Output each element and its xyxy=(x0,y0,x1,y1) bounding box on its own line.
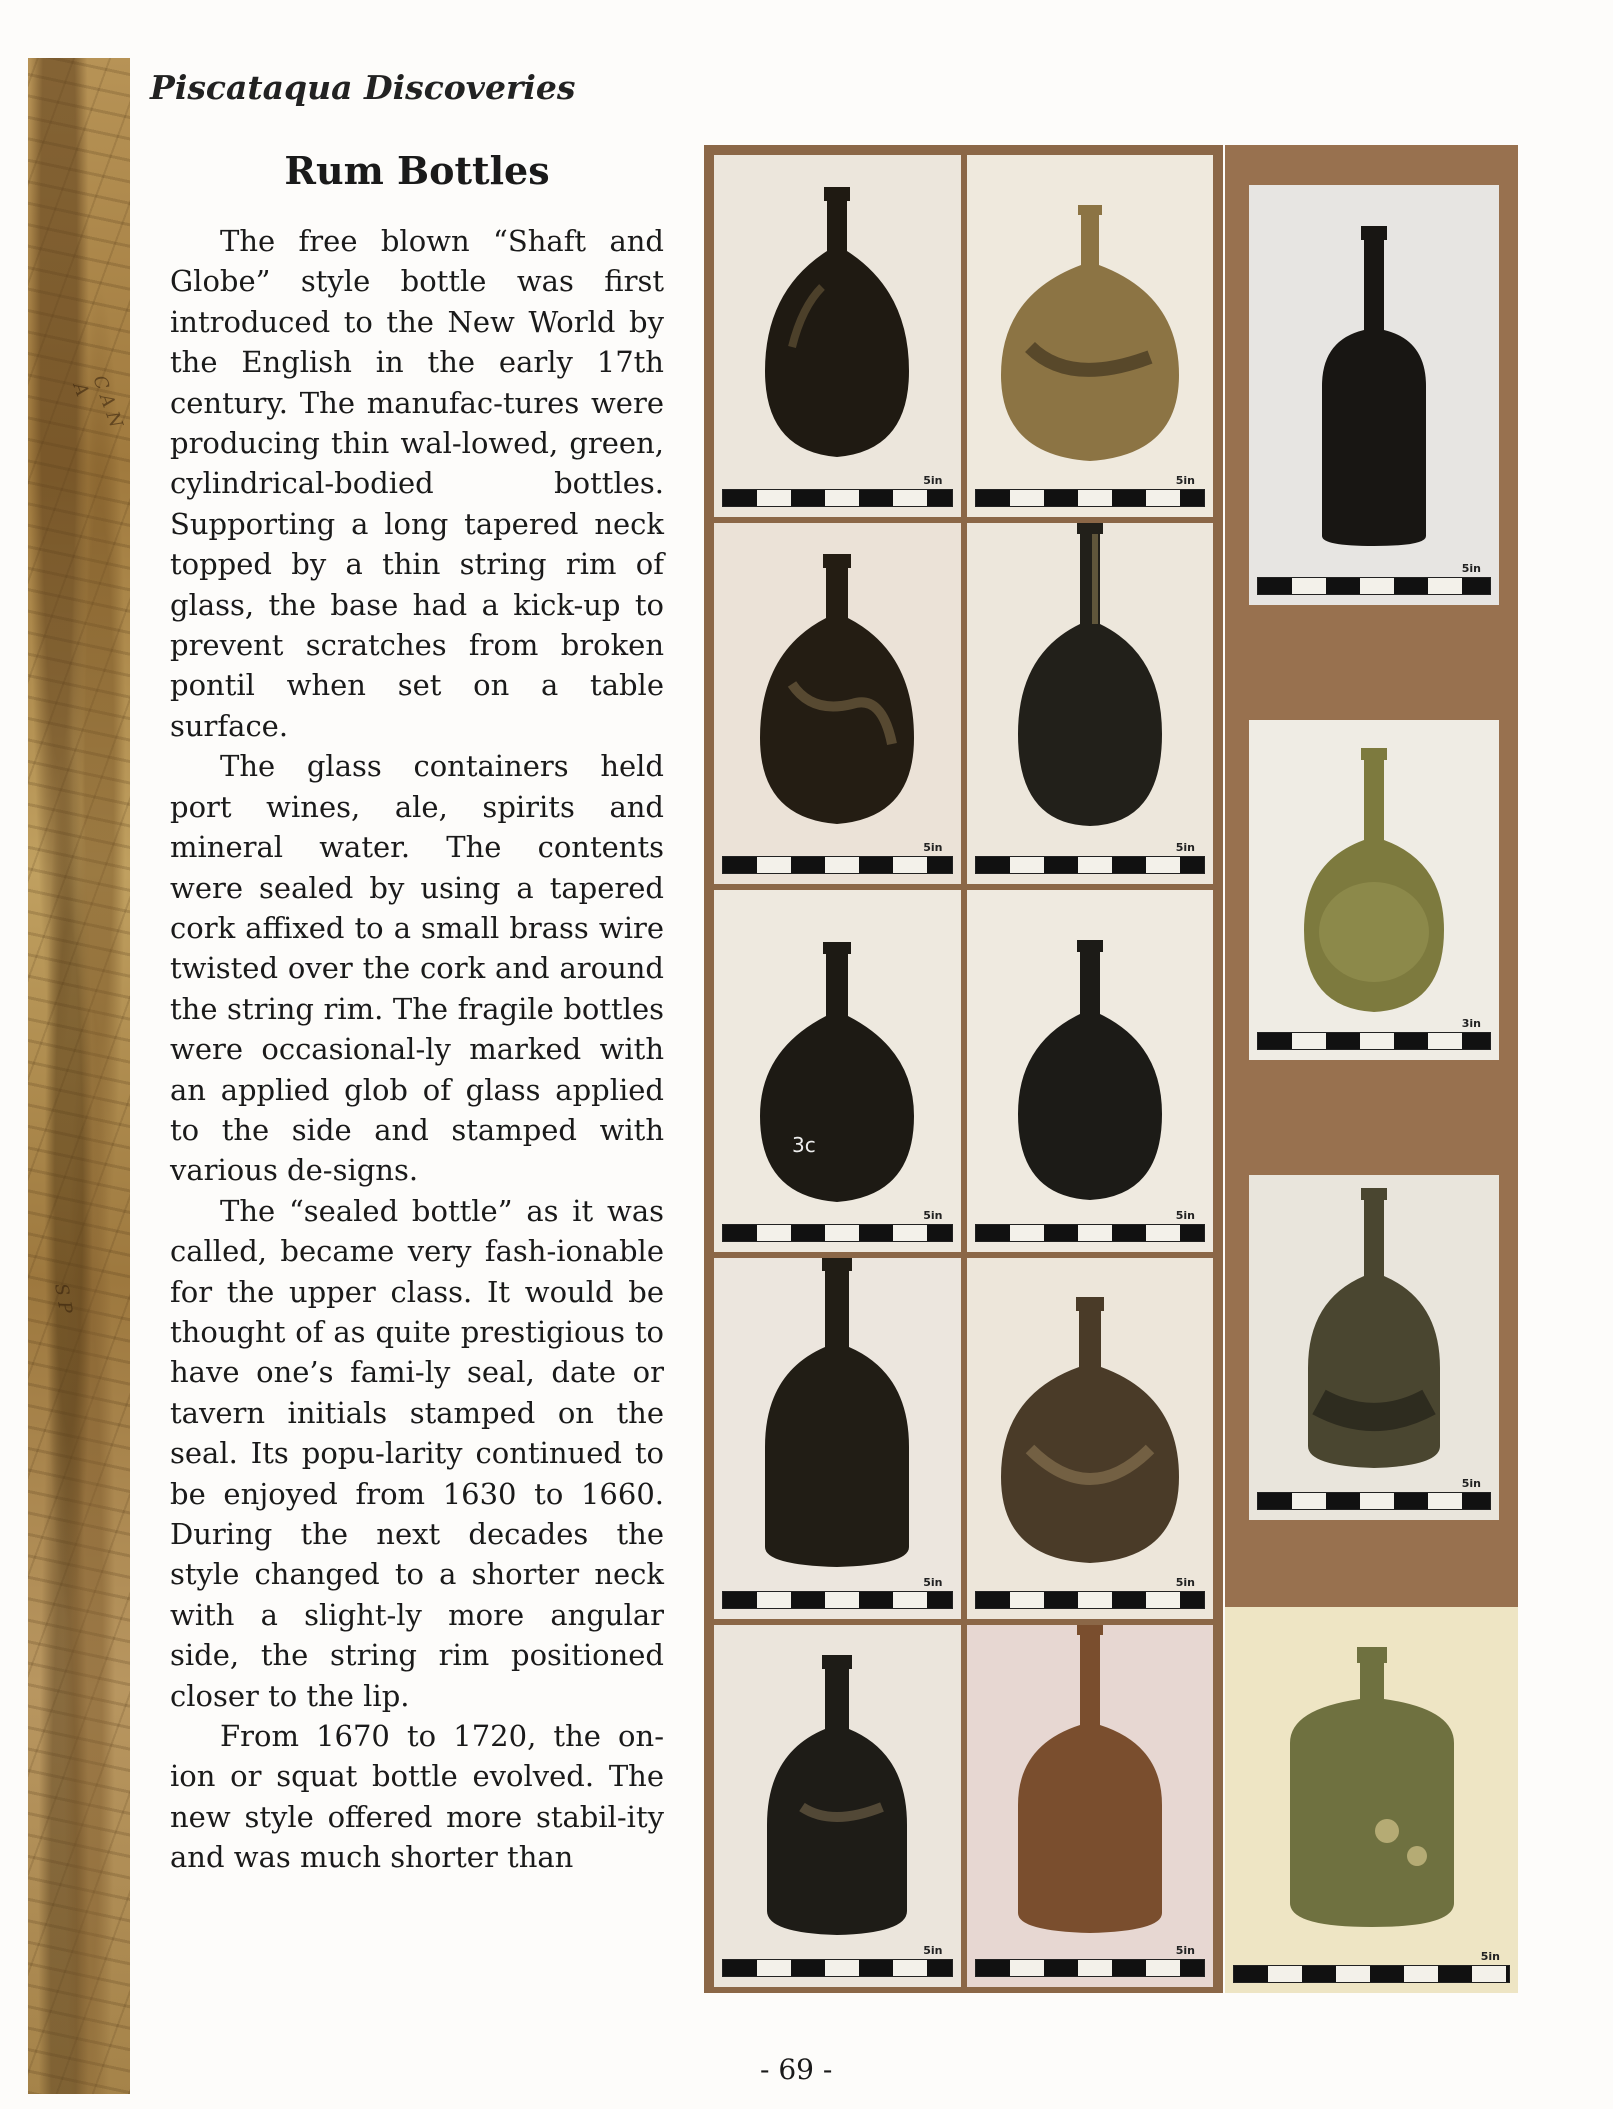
bottle-image xyxy=(747,544,927,834)
scale-label: 5in xyxy=(1175,1208,1195,1222)
bottle-photo xyxy=(967,523,1214,885)
scale-ruler xyxy=(975,489,1206,507)
bottle-photo xyxy=(714,890,961,1252)
scale-label: 5in xyxy=(1480,1950,1500,1963)
bottle-photo-plate xyxy=(704,145,1223,1993)
bottle-image xyxy=(1289,1182,1459,1472)
bottle-photo xyxy=(1225,1607,1518,1993)
scale-label: 5in xyxy=(1175,473,1195,487)
bottle-image xyxy=(1005,932,1175,1202)
scale-ruler xyxy=(722,1959,953,1977)
bottle-photo xyxy=(714,1625,961,1987)
scale-ruler xyxy=(722,856,953,874)
paragraph: The “sealed bottle” as it was called, became very fash-ionable for the upper class. It would be thought of as quite prestigious to have one’s fami-ly seal, date or tavern initials stamped on the seal. Its popu-larity continued to be enjoyed from 1630 to 1660. During the next decades the style changed to a shorter neck with a slight-ly more angular side, the string rim positioned closer to the lip. xyxy=(170,1193,664,1713)
bottle-photo xyxy=(967,1258,1214,1620)
bottle-photo-column xyxy=(1225,145,1518,1993)
bottle-image xyxy=(1289,742,1459,1012)
bottle-image xyxy=(747,932,927,1202)
scale-label: 5in xyxy=(923,473,943,487)
bottle-image xyxy=(995,1625,1185,1937)
article-body xyxy=(170,221,664,1878)
paragraph: The glass containers held port wines, ale, spirits and mineral water. The contents were sealed by using a tapered cork affixed to a small brass wire twisted over the cork and around the string rim. The fragile bottles were occasional-ly marked with an applied glob of glass applied to the side and stamped with various de-signs. xyxy=(170,749,664,1188)
scale-label: 5in xyxy=(923,841,943,855)
scale-label: 5in xyxy=(1175,841,1195,855)
scale-label: 3in xyxy=(1461,1017,1481,1030)
svg-text:3c: 3c xyxy=(792,1132,816,1157)
bottle-image xyxy=(990,1289,1190,1569)
bottle-image xyxy=(1309,220,1439,550)
scale-ruler xyxy=(722,489,953,507)
bottle-image xyxy=(1267,1641,1477,1941)
bottle-photo xyxy=(1249,720,1499,1060)
scale-ruler xyxy=(975,1224,1206,1242)
scale-label: 5in xyxy=(923,1944,943,1957)
bottle-photo xyxy=(714,155,961,517)
bottle-photo xyxy=(1249,1175,1499,1520)
bottle-image xyxy=(990,197,1190,467)
decorative-map-border: C A N A S P xyxy=(28,58,130,2094)
page-number: - 69 - xyxy=(760,2053,833,2086)
bottle-image xyxy=(752,1647,922,1937)
scale-ruler xyxy=(1257,1032,1491,1050)
scale-ruler xyxy=(1257,1492,1491,1510)
scale-ruler xyxy=(975,856,1206,874)
scale-label: 5in xyxy=(1461,562,1481,575)
scale-label: 5in xyxy=(1461,1477,1481,1490)
scale-ruler xyxy=(722,1591,953,1609)
bottle-photo xyxy=(967,155,1214,517)
scale-label: 5in xyxy=(1175,1576,1195,1590)
bottle-image xyxy=(752,177,922,467)
bottle-photo xyxy=(714,1258,961,1620)
scale-ruler xyxy=(975,1591,1206,1609)
running-title: Piscataqua Discoveries xyxy=(150,68,576,107)
scale-label: 5in xyxy=(1175,1944,1195,1957)
bottle-image xyxy=(1005,523,1175,835)
bottle-photo xyxy=(714,523,961,885)
paragraph: From 1670 to 1720, the on-ion or squat bottle evolved. The new style offered more stabil-ity and was much shorter than xyxy=(170,1719,664,1875)
bottle-photo xyxy=(967,890,1214,1252)
scale-label: 5in xyxy=(923,1576,943,1590)
article-title: Rum Bottles xyxy=(284,148,550,193)
scale-ruler xyxy=(1233,1965,1510,1983)
bottle-photo xyxy=(967,1625,1214,1987)
scale-ruler xyxy=(975,1959,1206,1977)
bottle-photo xyxy=(1249,185,1499,605)
paragraph: The free blown “Shaft and Globe” style bottle was first introduced to the New World by the English in the early 17th century. The manufac-tures were producing thin wal-lowed, green, cylindrical-bodied bottles. Supporting a long tapered neck topped by a thin string rim of glass, the base had a kick-up to prevent scratches from broken pontil when set on a table surface. xyxy=(170,224,664,743)
bottle-image xyxy=(752,1258,922,1570)
scale-ruler xyxy=(722,1224,953,1242)
scale-ruler xyxy=(1257,577,1491,595)
scale-label: 5in xyxy=(923,1208,943,1222)
